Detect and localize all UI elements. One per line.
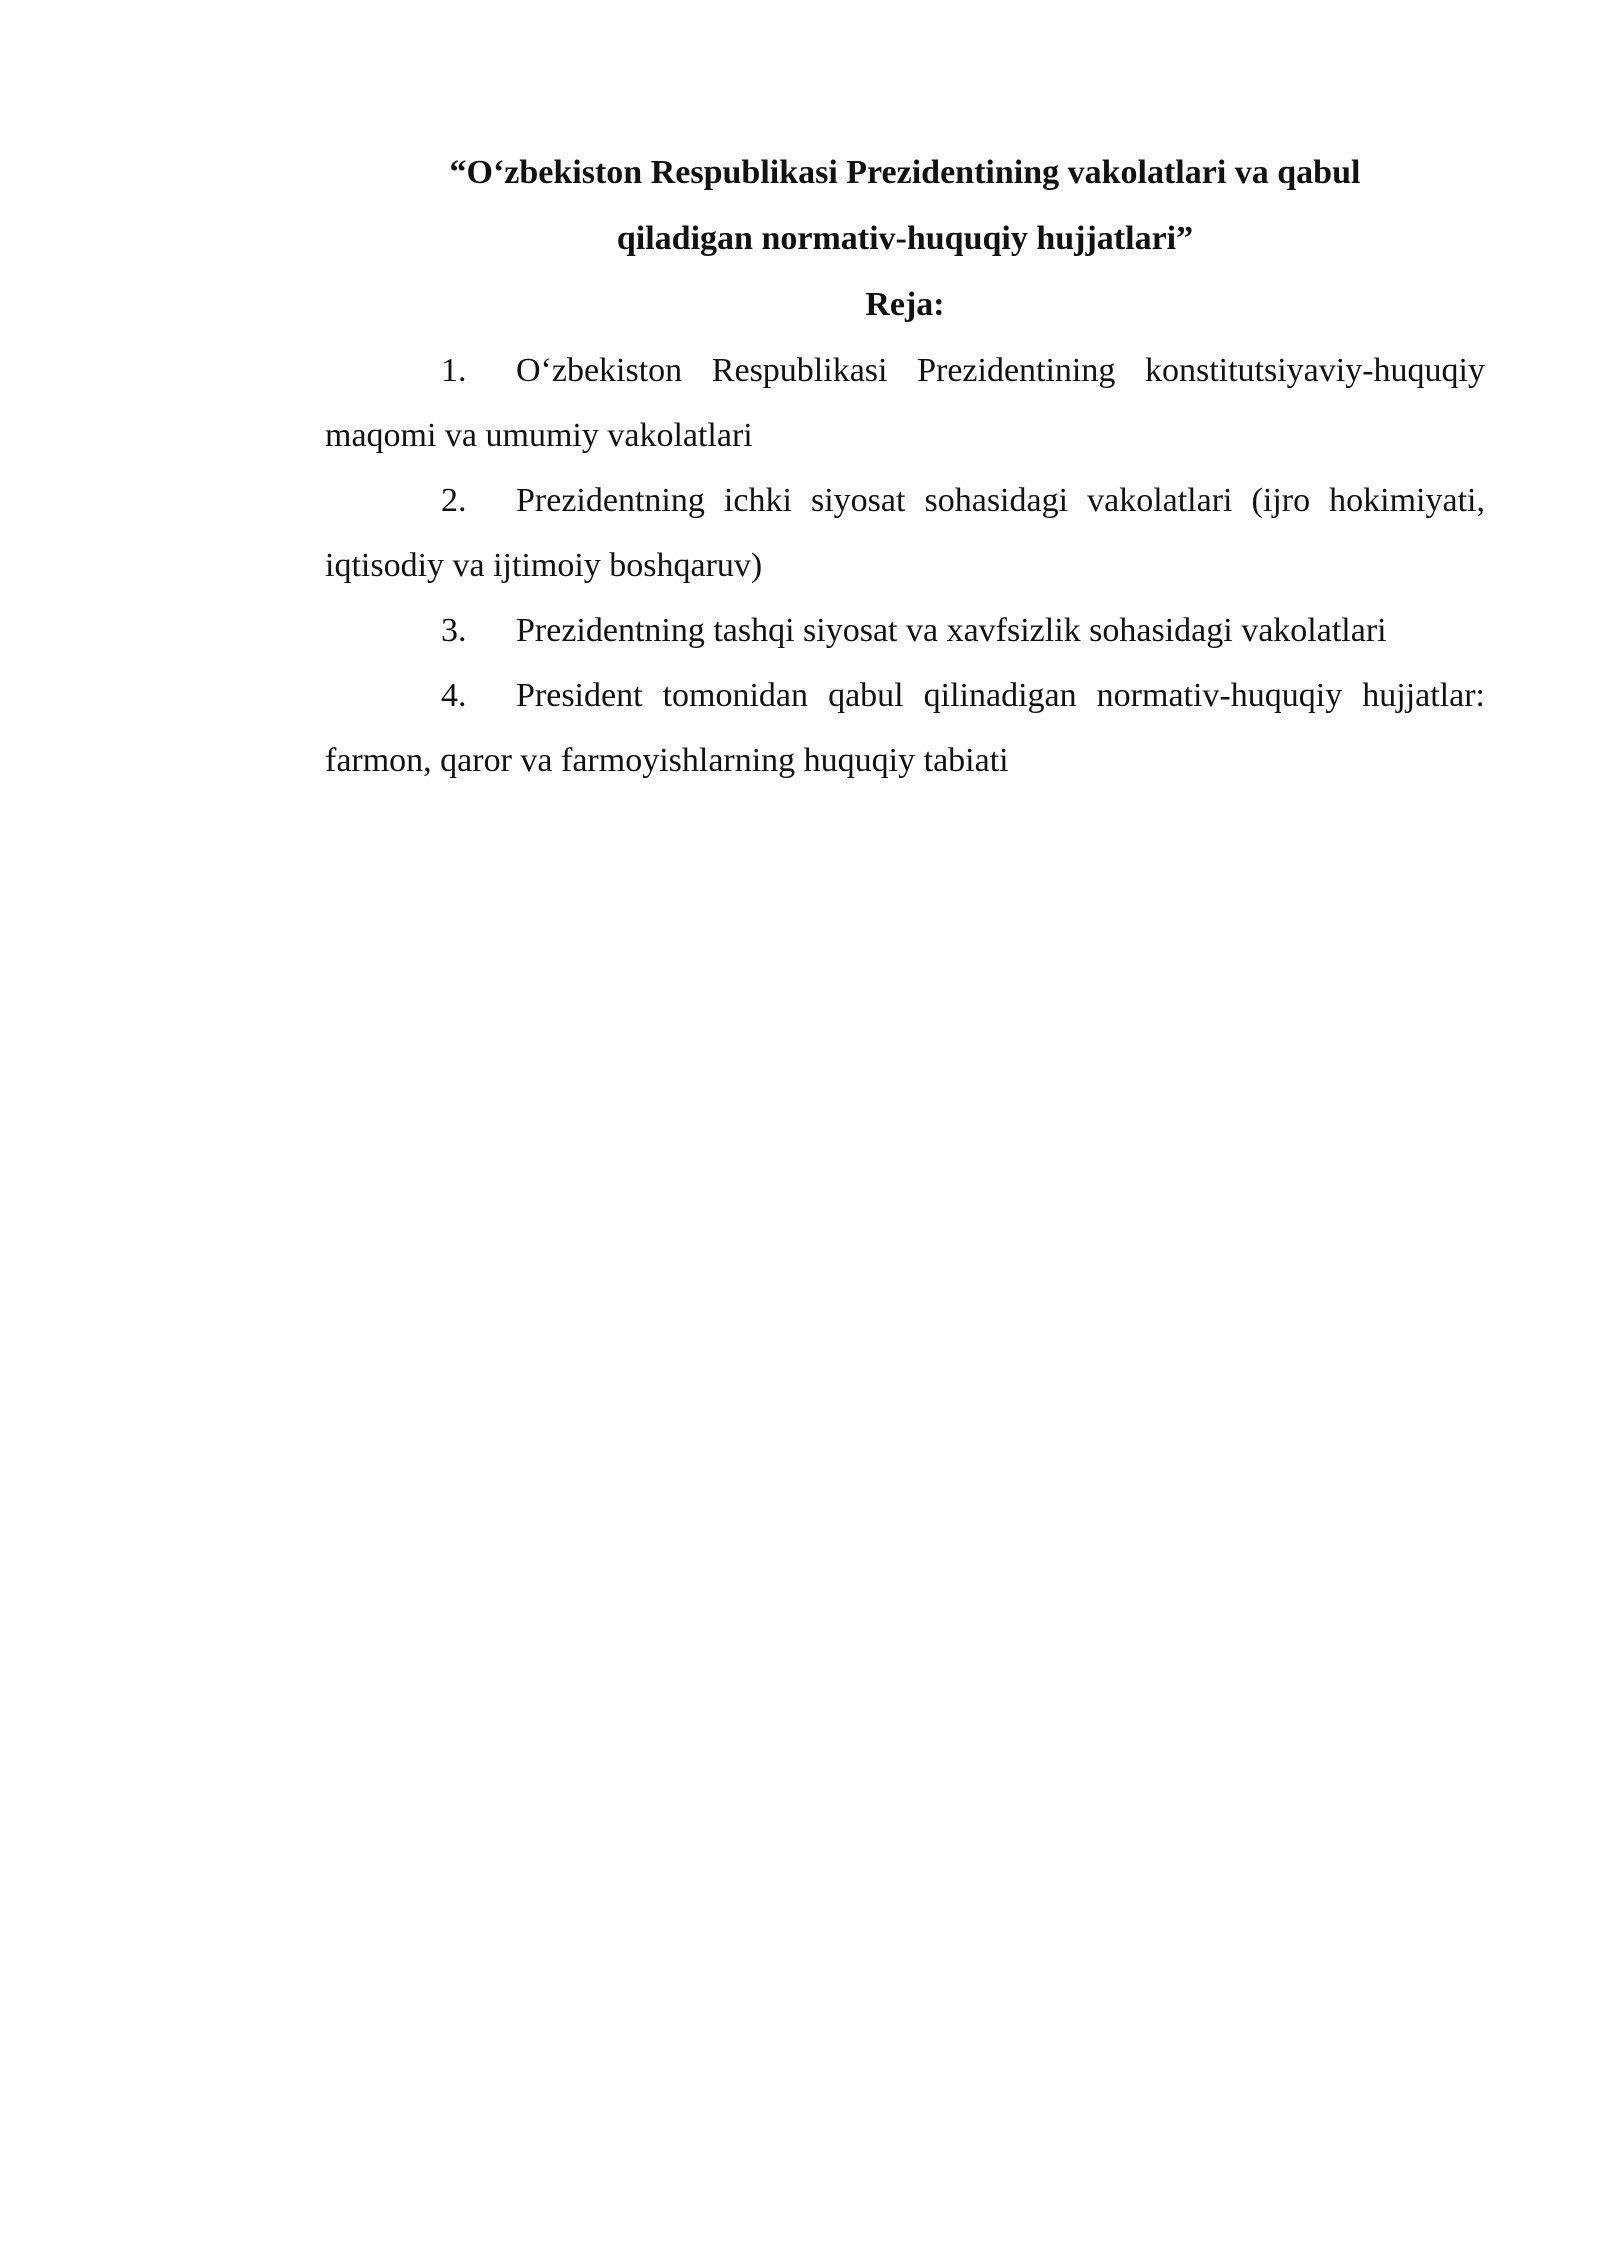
plan-item-number: 2. xyxy=(441,482,467,519)
plan-item-2 xyxy=(325,468,1485,598)
plan-item-4 xyxy=(325,663,1485,793)
plan-item-text: President tomonidan qabul qilinadigan normativ-huquqiy hujjatlar: farmon, qaror va farmoyishlarning huquqiy tabiati xyxy=(325,677,1485,779)
plan-item-number: 1. xyxy=(441,352,467,389)
plan-item-text: Prezidentning tashqi siyosat va xavfsizlik sohasidagi vakolatlari xyxy=(516,612,1387,649)
plan-item-1 xyxy=(325,338,1485,468)
document-title xyxy=(325,140,1485,272)
plan-item-text: O‘zbekiston Respublikasi Prezidentining konstitutsiyaviy-huquqiy maqomi va umumiy vakolatlari xyxy=(325,352,1485,454)
plan-item-3 xyxy=(325,598,1485,663)
plan-heading: Reja: xyxy=(865,286,945,323)
plan-item-number: 4. xyxy=(441,677,467,714)
plan-item-text: Prezidentning ichki siyosat sohasidagi vakolatlari (ijro hokimiyati, iqtisodiy va ijtimoiy boshqaruv) xyxy=(325,482,1485,584)
title-line-1: “O‘zbekiston Respublikasi Prezidentining vakolatlari va qabul xyxy=(449,154,1361,191)
title-line-2: qiladigan normativ-huquqiy hujjatlari” xyxy=(616,220,1194,257)
plan-list xyxy=(325,338,1485,793)
plan-item-number: 3. xyxy=(441,612,467,649)
